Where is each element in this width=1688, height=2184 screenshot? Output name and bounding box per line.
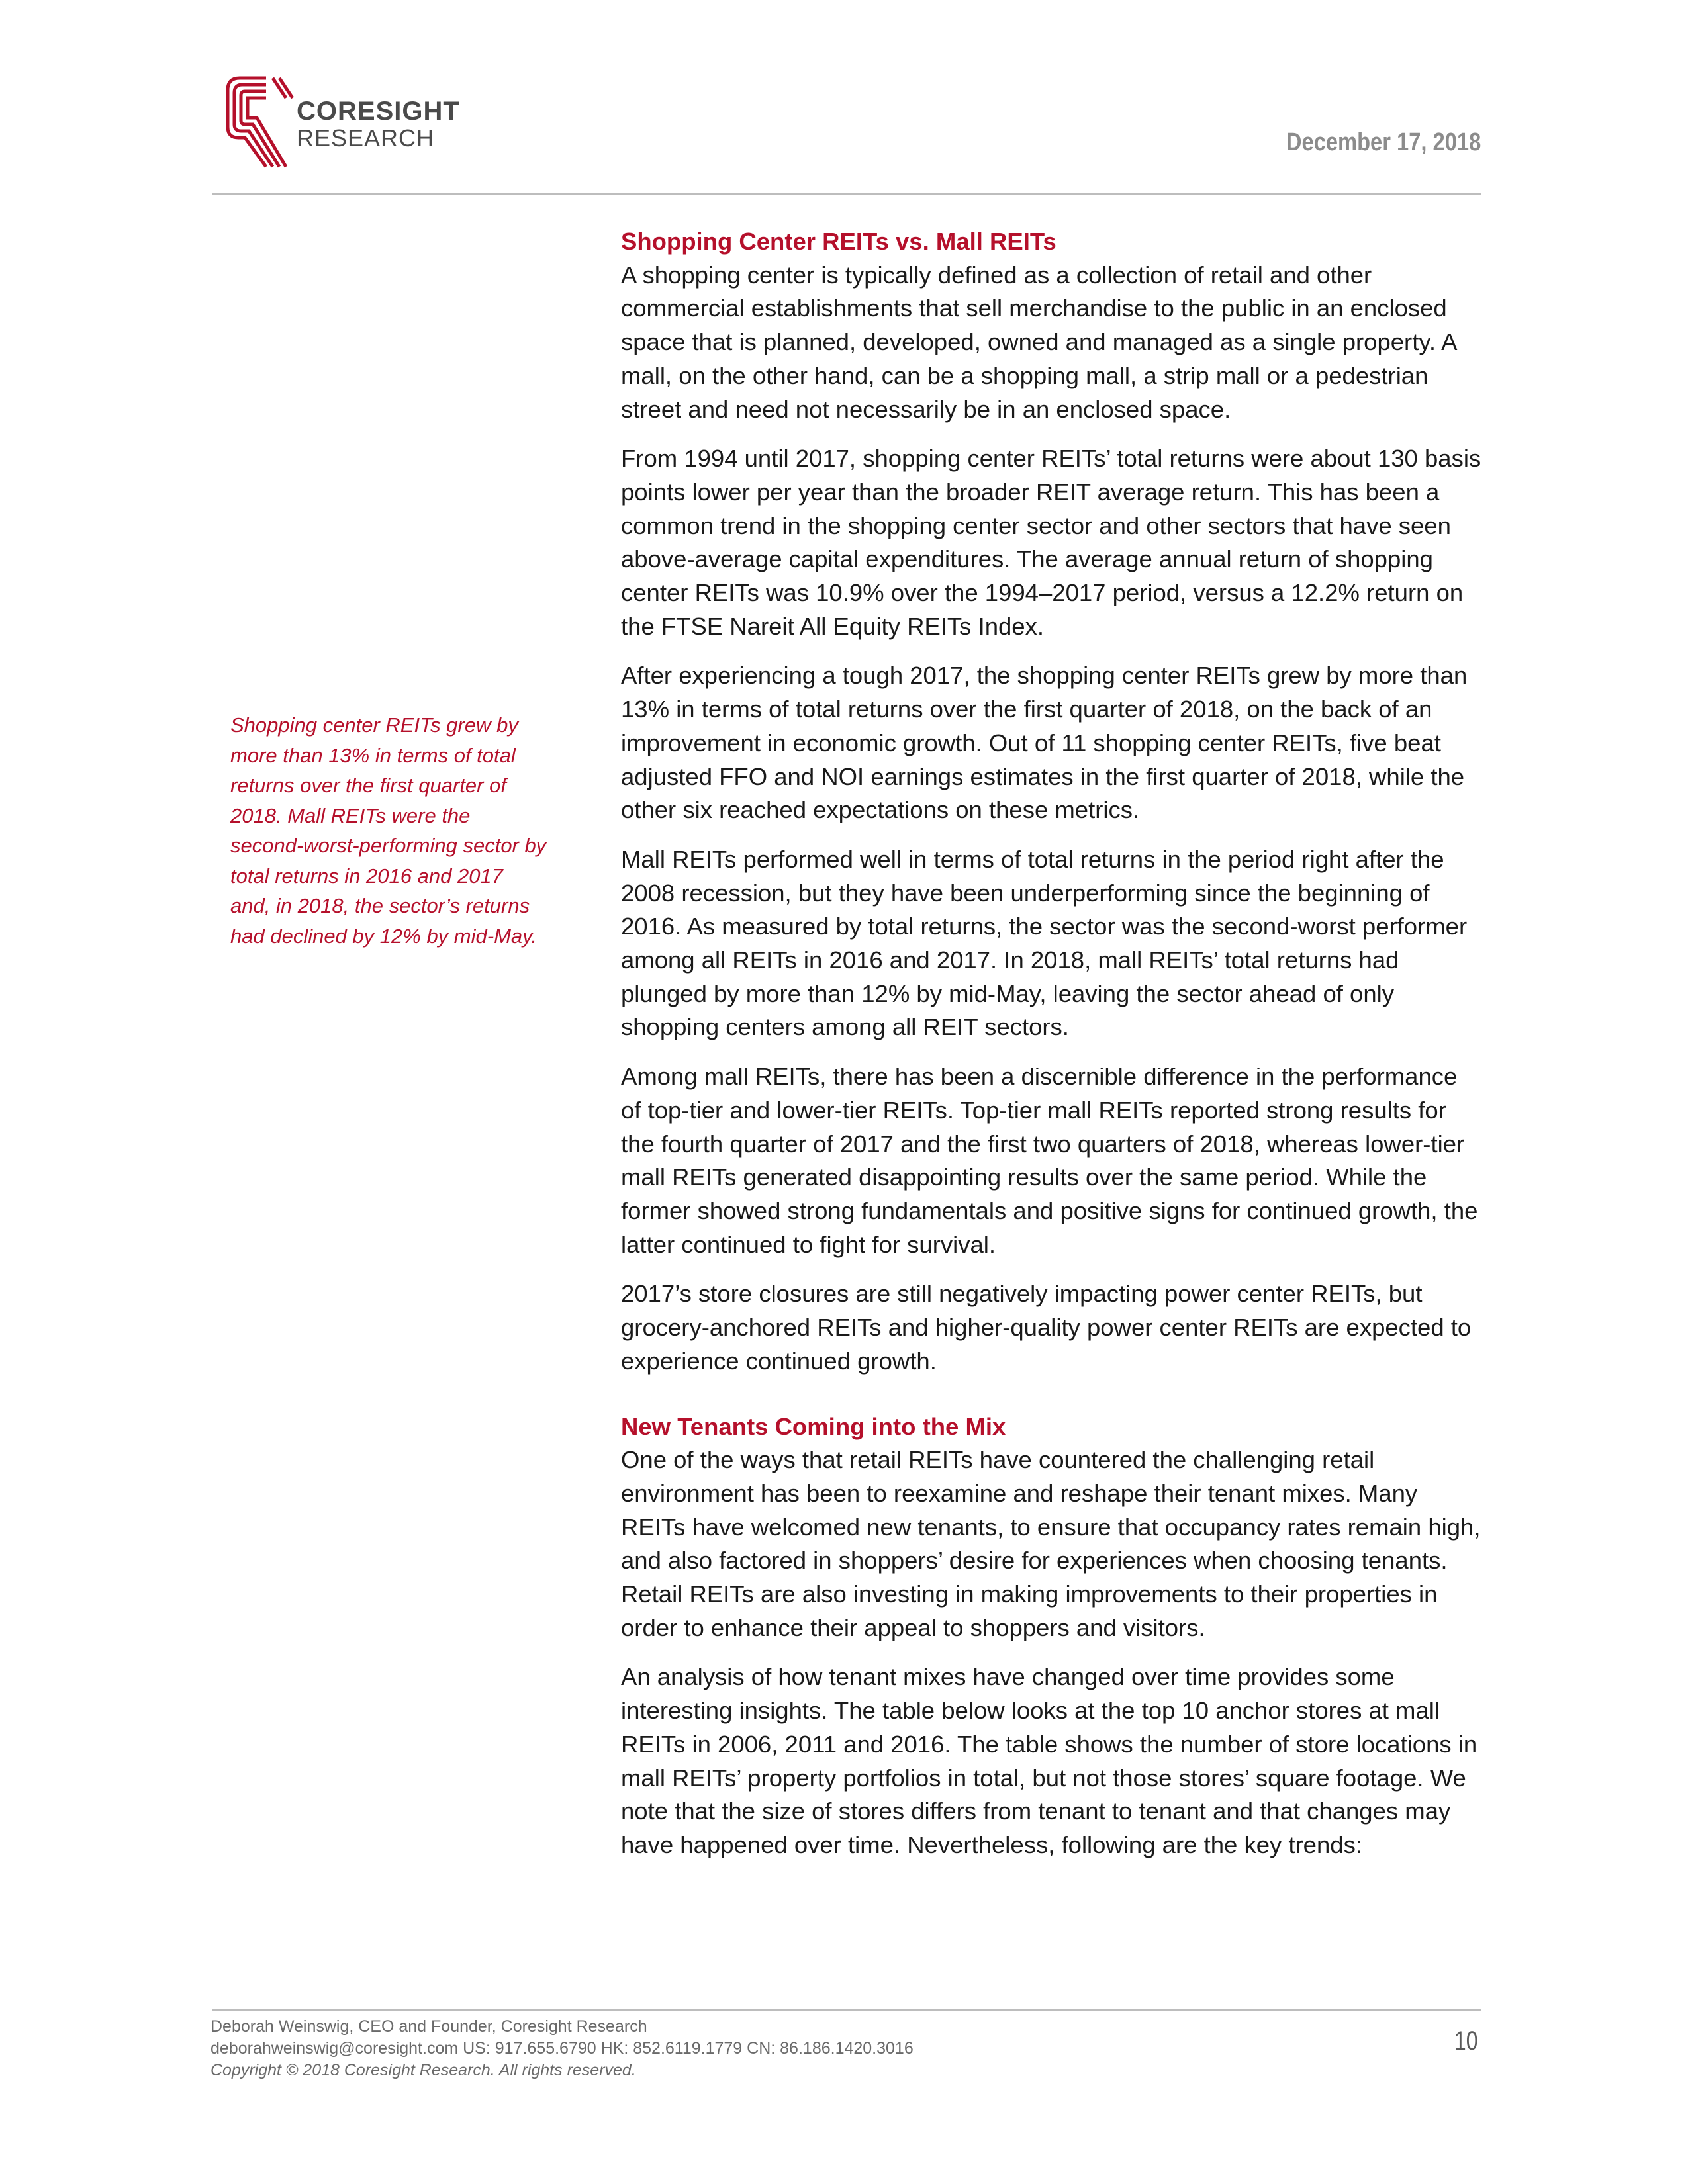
article-body	[621, 225, 1481, 1878]
page-footer	[211, 2016, 914, 2081]
paragraph: From 1994 until 2017, shopping center REITs’ total returns were about 130 basis points lower per year than the broader REIT average return. This has been a common trend in the shopping center sector and other sectors that have seen above-average capital expenditures. The average annual return of shopping center REITs was 10.9% over the 1994–2017 period, versus a 12.2% return on the FTSE Nareit All Equity REITs Index.	[621, 445, 1481, 640]
paragraph: Mall REITs performed well in terms of total returns in the period right after the 2008 recession, but they have been underperforming since the beginning of 2016. As measured by total returns, the sector was the second-worst performer among all REITs in 2016 and 2017. In 2018, mall REITs’ total returns had plunged by more than 12% by mid-May, leaving the sector ahead of only shopping centers among all REIT sectors.	[621, 845, 1468, 1041]
paragraph: One of the ways that retail REITs have countered the challenging retail environment has been to reexamine and reshape their tenant mixes. Many REITs have welcomed new tenants, to ensure that occupancy rates remain high, and also factored in shoppers’ desire for experiences when choosing tenants. Retail REITs are also investing in making improvements to their properties in order to enhance their appeal to shoppers and visitors.	[621, 1446, 1481, 1641]
footer-copyright: Copyright © 2018 Coresight Research. All rights reserved.	[211, 2061, 636, 2079]
footer-divider	[212, 2009, 1481, 2011]
report-date: December 17, 2018	[1286, 128, 1481, 156]
paragraph: 2017’s store closures are still negatively impacting power center REITs, but grocery-anchored REITs and higher-quality power center REITs are expected to experience continued growth.	[621, 1280, 1472, 1375]
coresight-c-mark-icon	[222, 73, 295, 172]
paragraph: An analysis of how tenant mixes have changed over time provides some interesting insights. The table below looks at the top 10 anchor stores at mall REITs in 2006, 2011 and 2016. The table shows the number of store locations in mall REITs’ property portfolios in total, but not those stores’ square footage. We note that the size of stores differs from tenant to tenant and that changes may have happened over time. Nevertheless, following are the key trends:	[621, 1663, 1477, 1858]
paragraph: Among mall REITs, there has been a discernible difference in the performance of top-tier and lower-tier REITs. Top-tier mall REITs reported strong results for the fourth quarter of 2017 and the first two quarters of 2018, whereas lower-tier mall REITs generated disappointing results over the same period. While the former showed strong fundamentals and positive signs for continued growth, the latter continued to fight for survival.	[621, 1063, 1478, 1258]
coresight-logo	[222, 73, 461, 172]
logo-wordmark-top: CORESIGHT	[297, 97, 460, 126]
header-divider	[212, 193, 1481, 195]
paragraph: After experiencing a tough 2017, the shopping center REITs grew by more than 13% in terms of total returns over the first quarter of 2018, on the back of an improvement in economic growth. Out of 11 shopping center REITs, five beat adjusted FFO and NOI earnings estimates in the first quarter of 2018, while the other six reached expectations on these metrics.	[621, 662, 1468, 824]
section-heading-new-tenants: New Tenants Coming into the Mix	[621, 1412, 1006, 1440]
footer-contact: deborahweinswig@coresight.com US: 917.655.6790 HK: 852.6119.1779 CN: 86.186.1420.3016	[211, 2039, 914, 2058]
sidebar-callout: Shopping center REITs grew by more than 13% in terms of total returns over the first quarter of 2018. Mall REITs were the second-worst-performing sector by total returns in 2016 and 2017 and, in 2018, the sector’s returns had declined by 12% by mid-May.	[230, 713, 547, 948]
page-number: 10	[1454, 2026, 1477, 2056]
logo-wordmark-bottom: RESEARCH	[297, 124, 435, 152]
footer-author: Deborah Weinswig, CEO and Founder, Coresight Research	[211, 2017, 647, 2036]
paragraph: A shopping center is typically defined as a collection of retail and other commercial establishments that sell merchandise to the public in an enclosed space that is planned, developed, owned and managed as a single property. A mall, on the other hand, can be a shopping mall, a strip mall or a pedestrian street and need not necessarily be in an enclosed space.	[621, 261, 1456, 423]
section-heading-shopping-center-vs-mall: Shopping Center REITs vs. Mall REITs	[621, 228, 1056, 255]
